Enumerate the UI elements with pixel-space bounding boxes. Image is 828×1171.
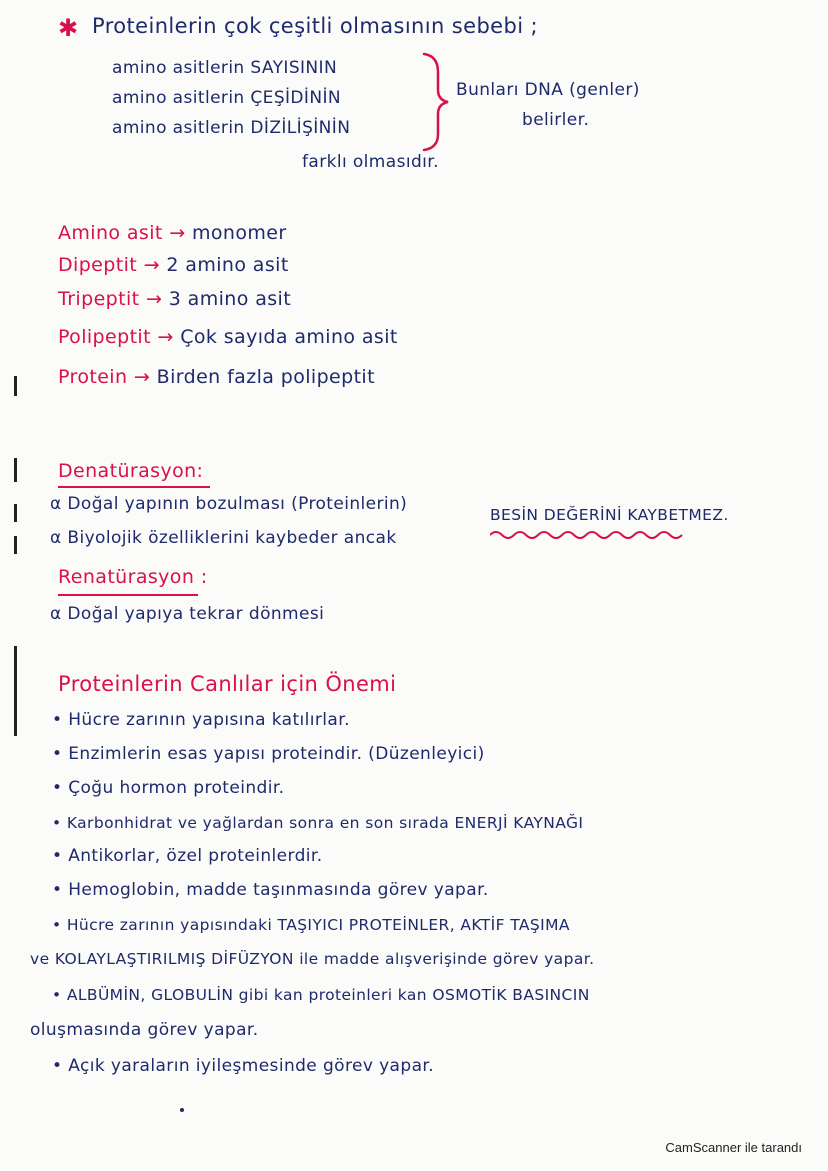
importance-heading: Proteinlerin Canlılar için Önemi: [58, 672, 397, 696]
definition-term: Dipeptit: [58, 254, 138, 276]
arrow-icon: →: [143, 254, 160, 276]
definition-term: Amino asit: [58, 222, 163, 244]
heading-underline: [58, 486, 210, 488]
wavy-underline: [490, 528, 690, 542]
reasons-tail: farklı olmasıdır.: [302, 152, 439, 172]
page-title: Proteinlerin çok çeşitli olmasının sebebi ;: [92, 14, 539, 38]
margin-mark: [14, 646, 17, 736]
arrow-icon: →: [133, 366, 151, 388]
definition-protein: [58, 366, 375, 388]
importance-item: • Enzimlerin esas yapısı proteindir. (Düzenleyici): [52, 744, 485, 764]
importance-item: • Açık yaraların iyileşmesinde görev yapar.: [52, 1056, 435, 1076]
arrow-icon: →: [169, 222, 186, 244]
reasons-note-line2: belirler.: [522, 110, 590, 130]
margin-mark: [14, 458, 17, 482]
renaturation-item: α Doğal yapıya tekrar dönmesi: [50, 604, 325, 624]
heading-underline: [58, 594, 198, 596]
importance-item: • Hemoglobin, madde taşınmasında görev yapar.: [52, 880, 489, 900]
scanner-watermark: CamScanner ile tarandı: [665, 1140, 802, 1155]
denaturation-heading: Denatürasyon:: [58, 460, 204, 482]
definition-term: Tripeptit: [58, 288, 140, 310]
definition-meaning: Birden fazla polipeptit: [156, 366, 375, 388]
definition-dipeptide: [58, 254, 289, 276]
definition-tripeptide: [58, 288, 291, 310]
importance-item: • Çoğu hormon proteindir.: [52, 778, 285, 798]
denaturation-item: α Biyolojik özelliklerini kaybeder ancak: [50, 528, 397, 548]
arrow-icon: →: [145, 288, 163, 310]
nutrition-emphasis: BESİN DEĞERİNİ KAYBETMEZ.: [490, 506, 729, 524]
importance-item-continued: oluşmasında görev yapar.: [30, 1020, 259, 1040]
reason-order: amino asitlerin DİZİLİŞİNİN: [112, 118, 351, 138]
stray-dot: [180, 1108, 184, 1112]
arrow-icon: →: [157, 326, 174, 348]
definition-meaning: 3 amino asit: [168, 288, 292, 310]
reasons-note-line1: Bunları DNA (genler): [456, 80, 640, 100]
definition-meaning: Çok sayıda amino asit: [180, 326, 398, 348]
definition-amino-acid: [58, 222, 287, 244]
renaturation-heading: Renatürasyon :: [58, 566, 208, 588]
importance-item: • Antikorlar, özel proteinlerdir.: [52, 846, 323, 866]
importance-item-continued: ve KOLAYLAŞTIRILMIŞ DİFÜZYON ile madde alışverişinde görev yapar.: [30, 950, 595, 968]
definition-polypeptide: [58, 326, 398, 348]
importance-item: • Hücre zarının yapısına katılırlar.: [52, 710, 350, 730]
reason-count: amino asitlerin SAYISININ: [112, 58, 338, 78]
asterisk-icon: ✱: [58, 14, 79, 42]
definition-meaning: 2 amino asit: [166, 254, 289, 276]
definition-meaning: monomer: [192, 222, 287, 244]
reason-type: amino asitlerin ÇEŞİDİNİN: [112, 88, 341, 108]
margin-mark: [14, 536, 17, 554]
definition-term: Polipeptit: [58, 326, 151, 348]
denaturation-item: α Doğal yapının bozulması (Proteinlerin): [50, 494, 408, 514]
curly-brace-icon: [420, 52, 452, 152]
importance-item: • Hücre zarının yapısındaki TAŞIYICI PROTEİNLER, AKTİF TAŞIMA: [52, 916, 570, 934]
importance-item: • Karbonhidrat ve yağlardan sonra en son sırada ENERJİ KAYNAĞI: [52, 814, 584, 832]
importance-item: • ALBÜMİN, GLOBULİN gibi kan proteinleri kan OSMOTİK BASINCIN: [52, 986, 590, 1004]
definition-term: Protein: [58, 366, 128, 388]
margin-mark: [14, 504, 17, 522]
margin-mark: [14, 376, 17, 396]
